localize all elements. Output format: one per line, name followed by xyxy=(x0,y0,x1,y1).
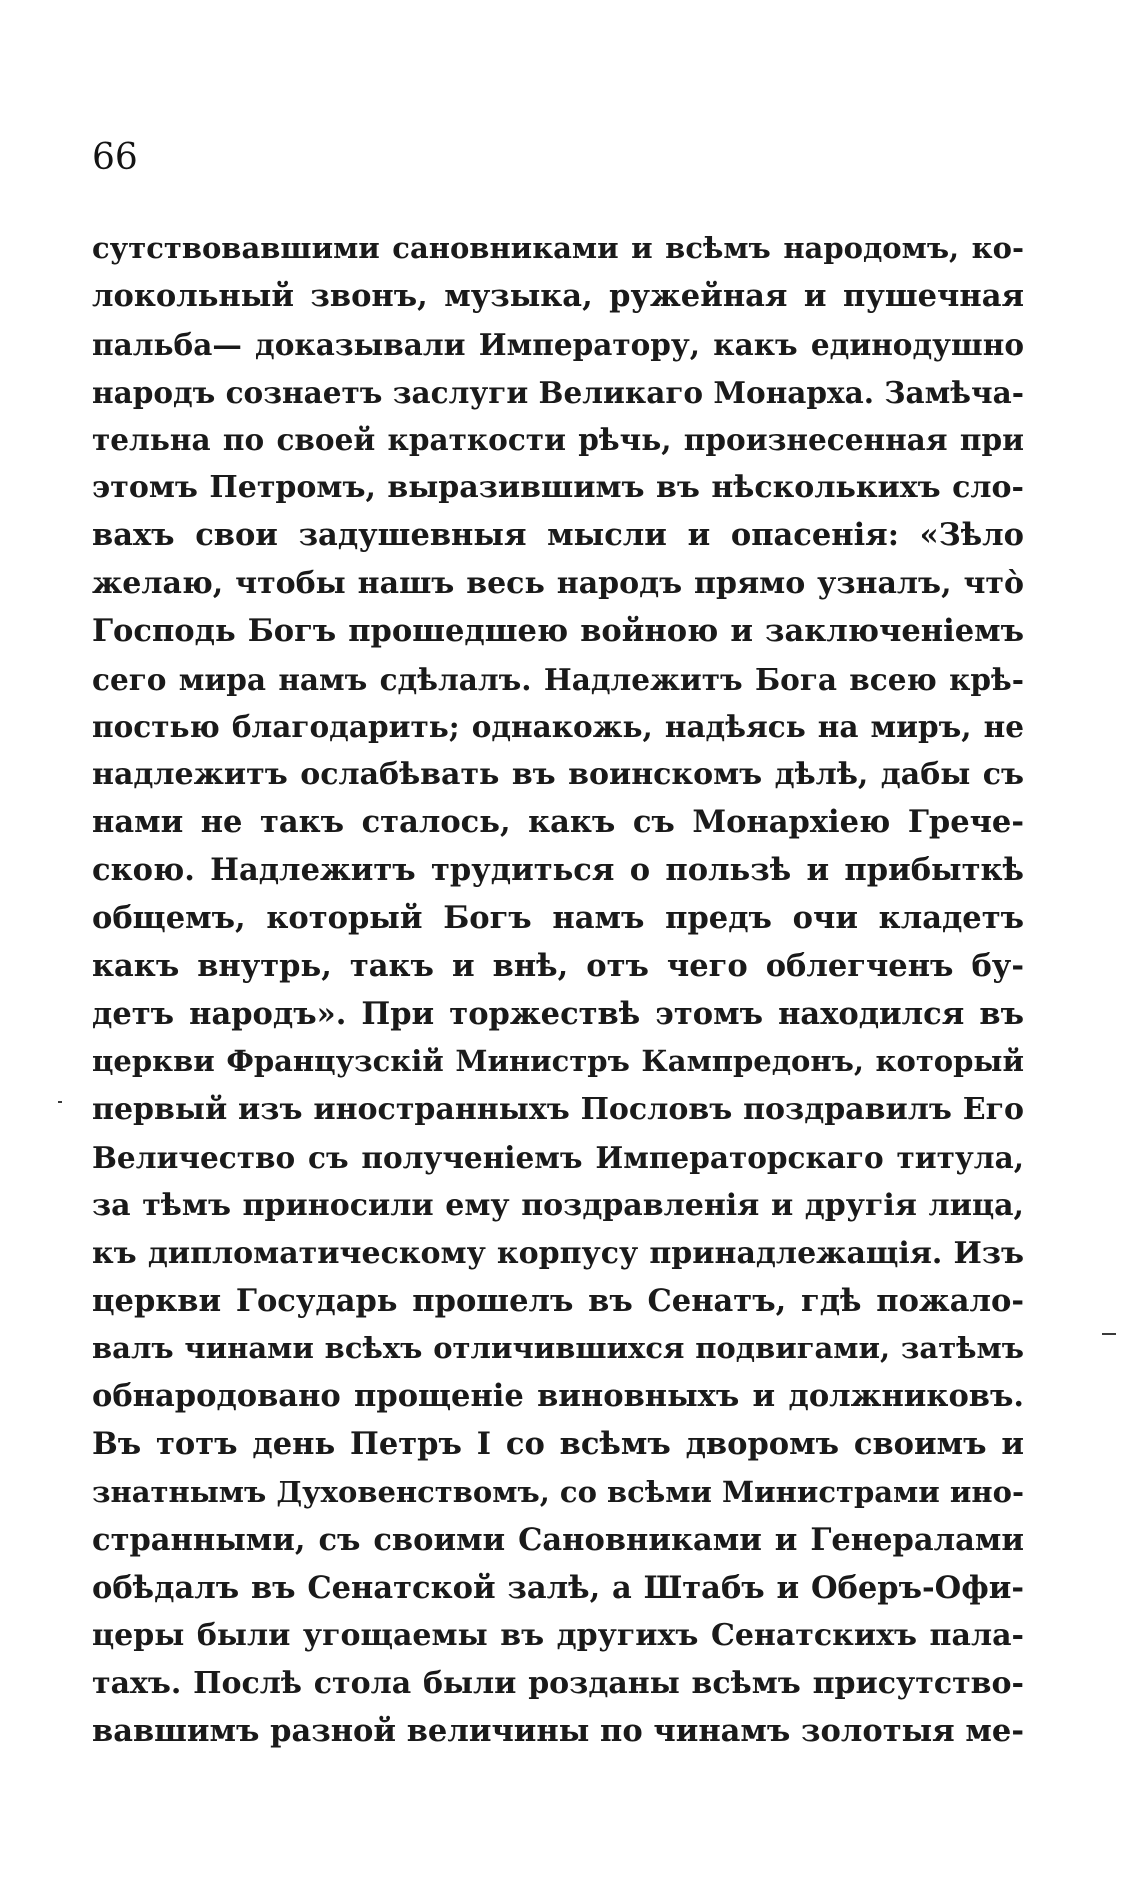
text-line: детъ народъ». При торжествѣ этомъ находился въ xyxy=(92,995,1024,1032)
text-line: вавшимъ разной величины по чинамъ золотыя ме- xyxy=(92,1713,1024,1750)
text-line: первый изъ иностранныхъ Пословъ поздравилъ Его xyxy=(92,1092,1024,1128)
text-line: пальба— доказывали Императору, какъ единодушно xyxy=(92,326,1024,362)
text-line: надлежитъ ослабѣвать въ воинскомъ дѣлѣ, дабы съ xyxy=(92,757,1024,793)
text-line: народъ сознаетъ заслуги Великаго Монарха. Замѣча- xyxy=(92,374,1024,410)
text-line: валъ чинами всѣхъ отличившихся подвигами, затѣмъ xyxy=(92,1331,1024,1366)
text-line: церкви Французскій Министръ Кампредонъ, который xyxy=(92,1044,1024,1079)
text-line: какъ внутрь, такъ и внѣ, отъ чего облегченъ бу- xyxy=(92,947,1024,984)
text-line: желаю, чтобы нашъ весь народъ прямо узналъ, чтò xyxy=(92,565,1024,601)
text-line: церы были угощаемы въ другихъ Сенатскихъ пала- xyxy=(92,1618,1024,1654)
text-line: общемъ, который Богъ намъ предъ очи кладетъ xyxy=(92,899,1024,936)
text-line: нами не такъ сталось, какъ съ Монархіею Грече- xyxy=(92,804,1024,841)
text-line: знатнымъ Духовенствомъ, со всѣми Министрами ино- xyxy=(92,1474,1024,1509)
text-line: обѣдалъ въ Сенатской залѣ, а Штабъ и Оберъ-Офи- xyxy=(92,1569,1024,1606)
text-line: тахъ. Послѣ стола были розданы всѣмъ присутство- xyxy=(92,1666,1024,1702)
text-line: обнародовано прощеніе виновныхъ и должниковъ. xyxy=(92,1378,1024,1415)
text-line: Господь Богъ прошедшею войною и заключеніемъ xyxy=(92,612,1024,649)
text-line: сутствовавшими сановниками и всѣмъ народомъ, ко- xyxy=(92,231,1024,265)
text-line: за тѣмъ приносили ему поздравленія и другія лица, xyxy=(92,1187,1024,1223)
margin-mark xyxy=(58,1101,62,1103)
text-line: Въ тотъ день Петръ I со всѣмъ дворомъ своимъ и xyxy=(92,1426,1024,1463)
margin-mark xyxy=(1102,1333,1116,1335)
text-line: вахъ свои задушевныя мысли и опасенія: «Зѣло xyxy=(92,517,1024,554)
page-number: 66 xyxy=(92,137,138,178)
text-line: локольный звонъ, музыка, ружейная и пушечная xyxy=(92,277,1024,314)
text-line: странными, съ своими Сановниками и Генералами xyxy=(92,1521,1024,1558)
text-line: сего мира намъ сдѣлалъ. Надлежитъ Бога всею крѣ- xyxy=(92,661,1024,697)
body-text xyxy=(92,225,1024,1756)
text-line: этомъ Петромъ, выразившимъ въ нѣсколькихъ сло- xyxy=(92,470,1024,506)
text-line: скою. Надлежитъ трудиться о пользѣ и прибыткѣ xyxy=(92,851,1024,888)
text-line: къ дипломатическому корпусу принадлежащія. Изъ xyxy=(92,1235,1024,1271)
text-line: Величество съ полученіемъ Императорскаго титула, xyxy=(92,1140,1024,1176)
text-line: постью благодарить; однакожь, надѣясь на миръ, не xyxy=(92,709,1024,745)
text-line: тельна по своей краткости рѣчь, произнесенная при xyxy=(92,422,1024,458)
text-line: церкви Государь прошелъ въ Сенатъ, гдѣ пожало- xyxy=(92,1282,1024,1319)
